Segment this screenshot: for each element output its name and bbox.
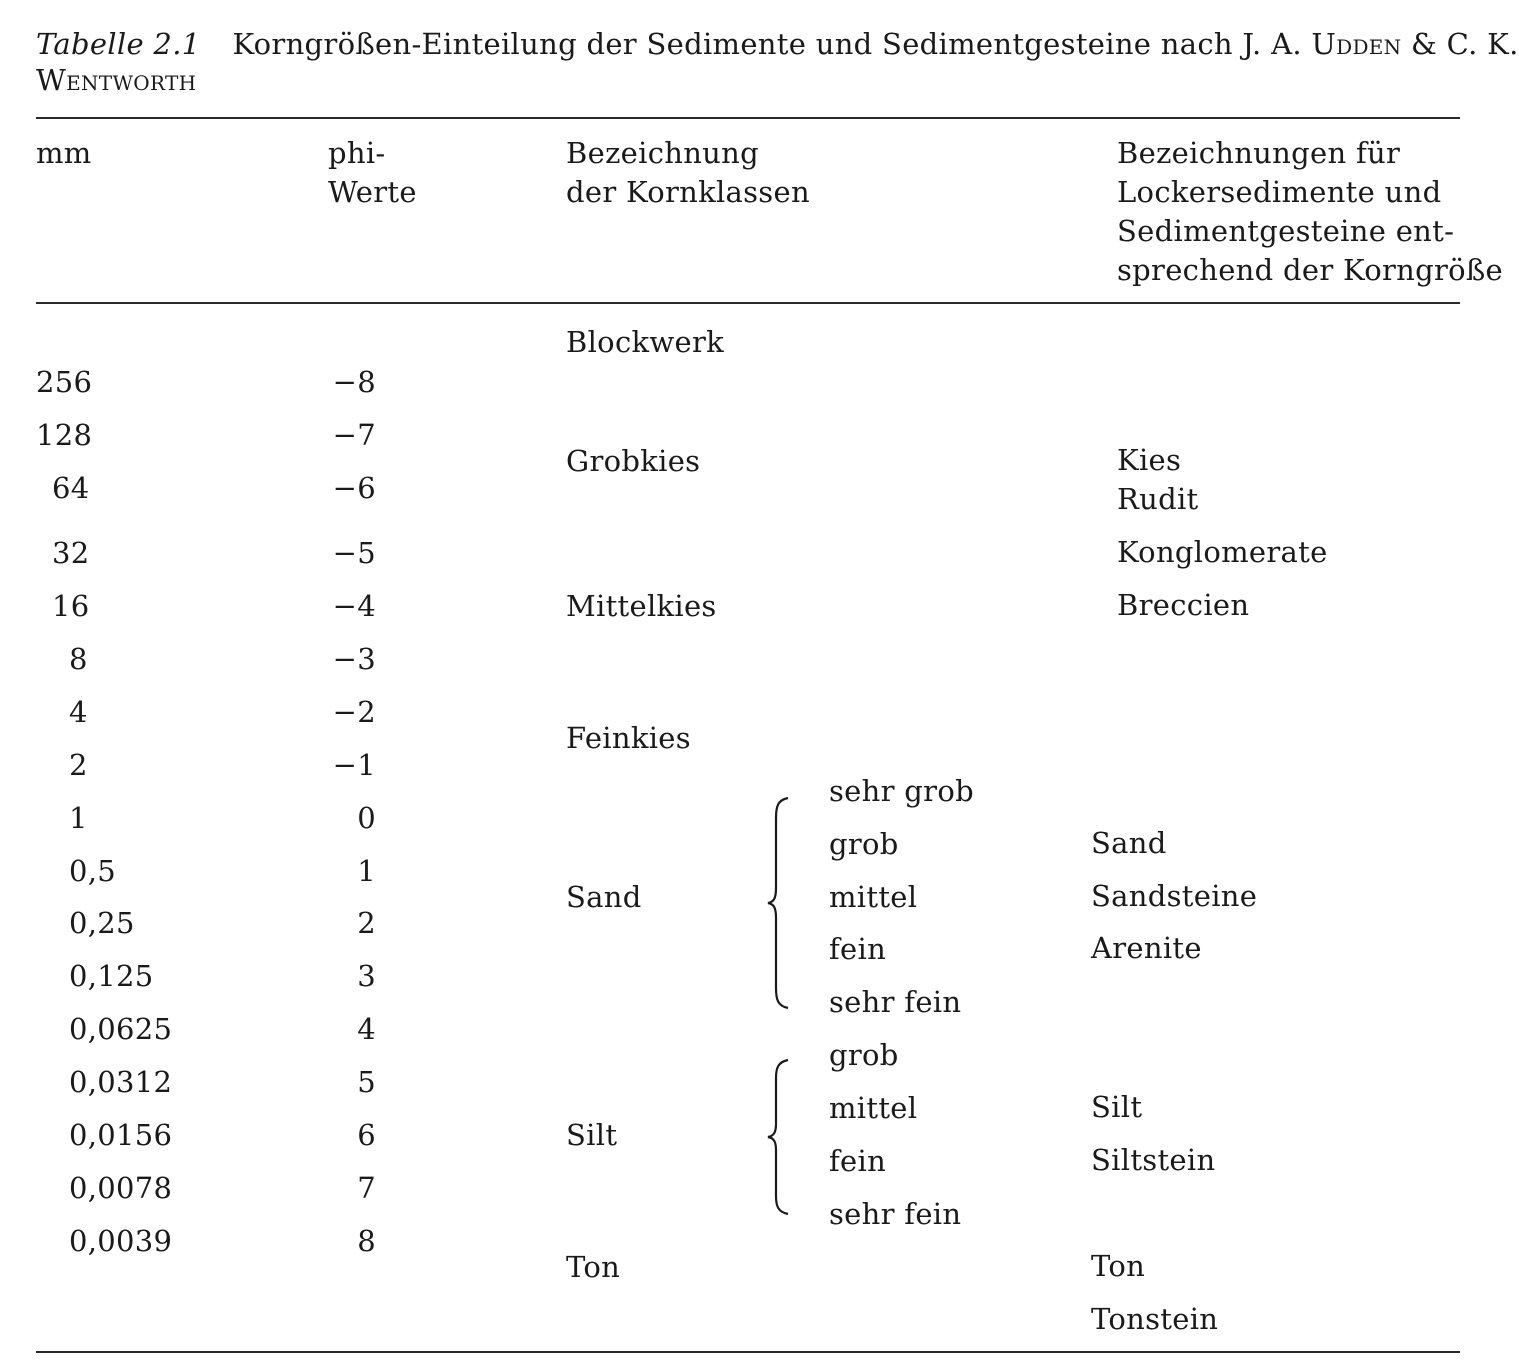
header-bezeichnung-line2: der Kornklassen: [566, 175, 810, 209]
sand-subclass: sehr grob: [829, 774, 974, 808]
sediment-silt: Silt: [1091, 1090, 1143, 1124]
header-lockersedimente-line4: sprechend der Korngröße: [1117, 253, 1504, 287]
silt-subclass: mittel: [829, 1091, 918, 1125]
header-lockersedimente-line3: Sedimentgesteine ent-: [1117, 214, 1455, 248]
grain-class-mittelkies: Mittelkies: [566, 589, 717, 623]
table-caption: [36, 26, 1519, 98]
mm-value: 8: [69, 642, 88, 676]
header-bezeichnung-line1: Bezeichnung: [566, 136, 760, 170]
sediment-rudit: Rudit: [1117, 482, 1199, 516]
mm-value: 0,0312: [69, 1065, 173, 1099]
mm-value: 0,0039: [69, 1224, 173, 1258]
phi-value: 2: [357, 906, 376, 940]
phi-value: −7: [332, 418, 376, 452]
sand-subclass: sehr fein: [829, 985, 962, 1019]
sand-brace-icon: [762, 796, 794, 1010]
phi-value: −1: [332, 748, 376, 782]
mm-value: 0,5: [69, 854, 117, 888]
phi-value: 6: [357, 1118, 376, 1152]
phi-value: 1: [357, 854, 376, 888]
header-phi-line2: Werte: [328, 175, 417, 209]
mm-value: 2: [69, 748, 88, 782]
grain-class-feinkies: Feinkies: [566, 721, 691, 755]
phi-value: −6: [332, 471, 376, 505]
bottom-rule: [36, 1351, 1460, 1353]
mm-value: 16: [52, 589, 90, 623]
sand-subclass: grob: [829, 827, 899, 861]
mm-value: 128: [36, 418, 93, 452]
mm-value: 256: [36, 365, 93, 399]
grain-class-ton: Ton: [566, 1250, 621, 1284]
phi-value: 8: [357, 1224, 376, 1258]
header-lockersedimente-line1: Bezeichnungen für: [1117, 136, 1401, 170]
grain-class-grobkies: Grobkies: [566, 444, 701, 478]
silt-subclass: grob: [829, 1038, 899, 1072]
mm-value: 0,0625: [69, 1012, 173, 1046]
phi-value: −3: [332, 642, 376, 676]
sediment-konglomerate: Konglomerate: [1117, 535, 1328, 569]
silt-brace-icon: [762, 1058, 794, 1216]
silt-subclass: sehr fein: [829, 1197, 962, 1231]
phi-value: −5: [332, 536, 376, 570]
top-rule: [36, 117, 1460, 119]
sand-subclass: mittel: [829, 880, 918, 914]
sand-subclass: fein: [829, 932, 887, 966]
mm-value: 0,25: [69, 906, 135, 940]
header-mm: mm: [36, 136, 92, 170]
header-rule: [36, 302, 1460, 304]
caption-author-udden: Udden: [1311, 27, 1402, 61]
sediment-sandsteine: Sandsteine: [1091, 879, 1258, 913]
phi-value: 4: [357, 1012, 376, 1046]
phi-value: 5: [357, 1065, 376, 1099]
mm-value: 1: [69, 801, 88, 835]
sediment-ton: Ton: [1091, 1249, 1146, 1283]
sediment-sand: Sand: [1091, 826, 1167, 860]
sediment-tonstein: Tonstein: [1091, 1302, 1219, 1336]
phi-value: 7: [357, 1171, 376, 1205]
silt-subclass: fein: [829, 1144, 887, 1178]
phi-value: 0: [357, 801, 376, 835]
phi-value: −8: [332, 365, 376, 399]
caption-text: Korngrößen-Einteilung der Sedimente und Sedimentgesteine nach J. A.: [232, 27, 1312, 61]
header-phi-line1: phi-: [328, 136, 386, 170]
grain-class-silt: Silt: [566, 1118, 618, 1152]
caption-amp: & C. K.: [1401, 27, 1519, 61]
mm-value: 32: [52, 536, 90, 570]
mm-value: 0,125: [69, 959, 154, 993]
phi-value: −4: [332, 589, 376, 623]
header-lockersedimente-line2: Lockersedimente und: [1117, 175, 1442, 209]
sediment-kies: Kies: [1117, 443, 1182, 477]
phi-value: 3: [357, 959, 376, 993]
mm-value: 0,0156: [69, 1118, 173, 1152]
grain-class-blockwerk: Blockwerk: [566, 325, 724, 359]
phi-value: −2: [332, 695, 376, 729]
caption-author-wentworth: Wentworth: [36, 63, 197, 97]
sediment-siltstein: Siltstein: [1091, 1143, 1216, 1177]
mm-value: 64: [52, 471, 90, 505]
mm-value: 0,0078: [69, 1171, 173, 1205]
sediment-breccien: Breccien: [1117, 588, 1250, 622]
grain-class-sand: Sand: [566, 880, 642, 914]
caption-label: Tabelle 2.1: [36, 27, 201, 61]
mm-value: 4: [69, 695, 88, 729]
sediment-arenite: Arenite: [1091, 931, 1202, 965]
